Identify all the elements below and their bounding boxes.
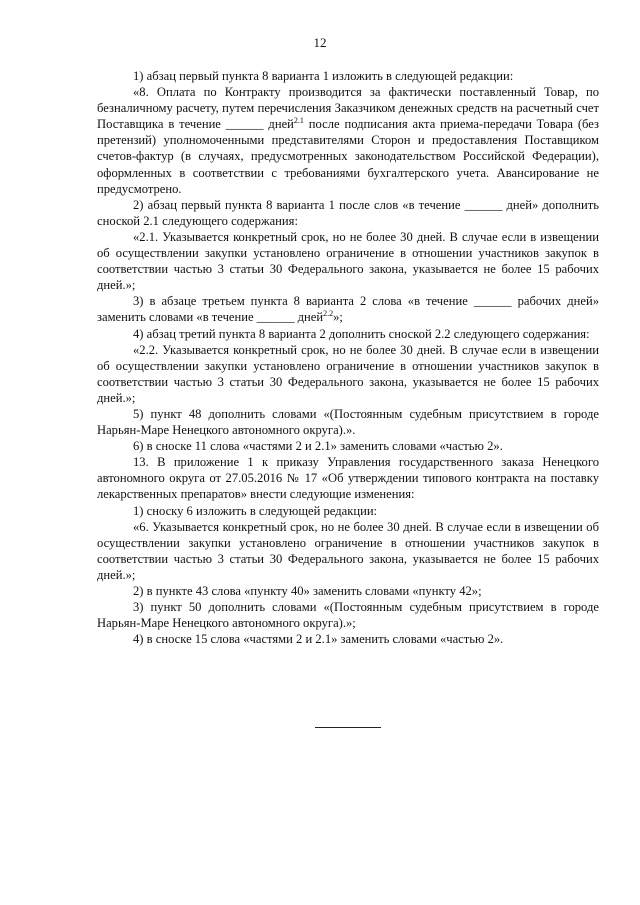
page-number: 12 <box>313 35 327 50</box>
paragraph-8: 5) пункт 48 дополнить словами «(Постоянным судебным присутствием в городе Нарьян-Маре Ненецкого автономного округа).». <box>97 406 599 438</box>
paragraph-10: 13. В приложение 1 к приказу Управления государственного заказа Ненецкого автономного округа от 27.05.2016 № 17 «Об утверждении типового контракта на поставку лекарственных препаратов» внести следующие изменения: <box>97 455 599 502</box>
paragraph-5-text-before: 3) в абзаце третьем пункта 8 варианта 2 слова «в течение ______ рабочих дней» заменить словами «в течение ______ дней <box>97 294 599 325</box>
paragraph-2-text-before: «8. Оплата по Контракту производится за фактически поставленный Товар, по безналичному расчету, путем перечисления Заказчиком денежных средств на расчетный счет Поставщика в течение ______ дней <box>97 85 599 132</box>
paragraph-6: 4) абзац третий пункта 8 варианта 2 дополнить сноской 2.2 следующего содержания: <box>133 326 590 341</box>
paragraph-13: 2) в пункте 43 слова «пункту 40» заменить словами «пункту 42»; <box>133 584 482 598</box>
paragraph-4: «2.1. Указывается конкретный срок, но не более 30 дней. В случае если в извещении об осуществлении закупки установлено ограничение в отношении участников закупок в соответствии частью 3 статьи 30 Федерального закона, указывается не более 15 рабочих дней.»; <box>97 229 599 293</box>
paragraph-5 <box>97 293 599 325</box>
paragraph-2 <box>97 84 599 197</box>
paragraph-1: 1) абзац первый пункта 8 варианта 1 изложить в следующей редакции: <box>133 69 514 83</box>
footnote-ref-2-1: 2.1 <box>293 116 304 126</box>
paragraph-2-text-after: после подписания акта приема-передачи Товара (без претензий) уполномоченными представителями Сторон и предоставления Поставщиком счетов-фактур (в случаях, предусмотренных законодательством Российской Федерации), оформленных в соответствии с требованиями бухгалтерского учета. Авансирование не предусмотрено. <box>97 117 599 196</box>
paragraph-12: «6. Указывается конкретный срок, но не более 30 дней. В случае если в извещении об осуществлении закупки установлено ограничение в отношении участников закупок в соответствии частью 3 статьи 30 Федерального закона, указывается не более 15 рабочих дней.»; <box>97 519 599 582</box>
paragraph-15: 4) в сноске 15 слова «частями 2 и 2.1» заменить словами «частью 2». <box>133 632 504 647</box>
footnote-ref-2-2: 2.2 <box>323 309 334 319</box>
paragraph-3: 2) абзац первый пункта 8 варианта 1 после слов «в течение ______ дней» дополнить сноской 2.1 следующего содержания: <box>97 197 599 228</box>
paragraph-14: 3) пункт 50 дополнить словами «(Постоянным судебным присутствием в городе Нарьян-Маре Ненецкого автономного округа).»; <box>97 600 599 631</box>
paragraph-7: «2.2. Указывается конкретный срок, но не более 30 дней. В случае если в извещении об осуществлении закупки установлено ограничение в отношении участников закупок в соответствии частью 3 статьи 30 Федерального закона, указывается не более 15 рабочих дней.»; <box>97 342 599 405</box>
document-body <box>97 68 599 647</box>
end-divider <box>315 727 381 728</box>
paragraph-11: 1) сноску 6 изложить в следующей редакции: <box>133 503 378 518</box>
paragraph-9: 6) в сноске 11 слова «частями 2 и 2.1» заменить словами «частью 2». <box>133 439 503 454</box>
paragraph-5-text-after: »; <box>333 310 343 325</box>
